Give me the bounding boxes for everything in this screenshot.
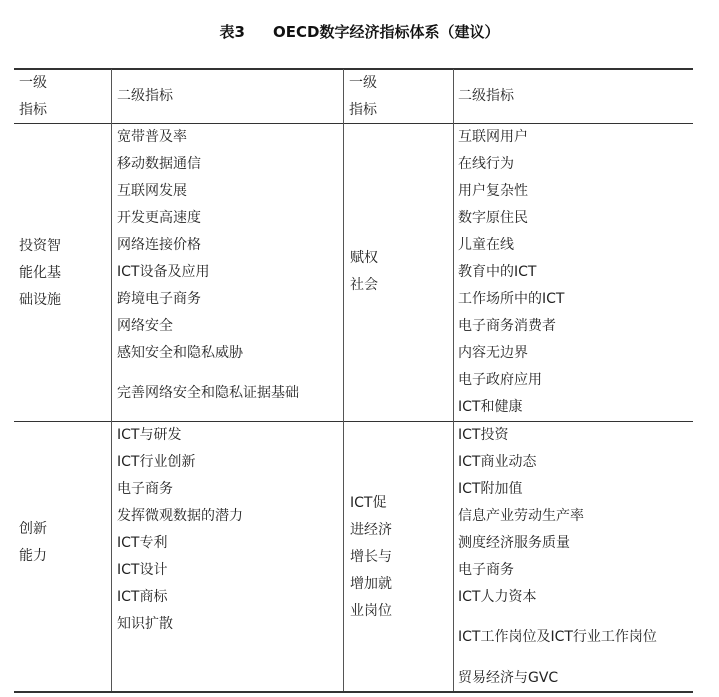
column-divider-3: [453, 69, 454, 691]
table-number: 表3: [219, 23, 245, 41]
list-item: ICT行业创新: [117, 454, 196, 470]
category-line: 社会: [350, 277, 378, 293]
header-level1-right: [349, 70, 377, 124]
column-divider-1: [111, 69, 112, 691]
list-item: ICT商业动态: [458, 454, 537, 470]
header-level2-left: [117, 83, 173, 110]
category-line: 业岗位: [350, 603, 392, 619]
list-item: ICT与研发: [117, 427, 182, 443]
list-item: 电子政府应用: [458, 372, 542, 388]
header-text: 二级指标: [117, 88, 173, 104]
column-divider-2: [343, 69, 344, 691]
list-item: 跨境电子商务: [117, 291, 201, 307]
category-line: 础设施: [19, 292, 61, 308]
list-item: 电子商务消费者: [458, 318, 556, 334]
row2-left-category: [19, 516, 47, 570]
list-item: 内容无边界: [458, 345, 528, 361]
table-title-text: OECD数字经济指标体系（建议）: [272, 23, 500, 41]
row1-left-items: [117, 124, 299, 407]
list-item: 数字原住民: [458, 210, 528, 226]
category-line: 增长与: [350, 549, 392, 565]
list-item: 用户复杂性: [458, 183, 528, 199]
row1-left-category: [19, 233, 61, 314]
list-item: ICT专利: [117, 535, 168, 551]
list-item: 信息产业劳动生产率: [458, 508, 584, 524]
list-item: 完善网络安全和隐私证据基础: [117, 385, 299, 401]
list-item: 感知安全和隐私威胁: [117, 345, 243, 361]
category-line: 能化基: [19, 265, 61, 281]
row2-right-items: [458, 422, 657, 692]
list-item: 开发更高速度: [117, 210, 201, 226]
row2-left-items: [117, 422, 243, 638]
list-item: 测度经济服务质量: [458, 535, 570, 551]
category-line: 增加就: [350, 576, 392, 592]
list-item: 教育中的ICT: [458, 264, 537, 280]
list-item: 互联网发展: [117, 183, 187, 199]
category-line: ICT促: [350, 495, 387, 511]
row2-right-category: [350, 490, 392, 625]
list-item: ICT设备及应用: [117, 264, 210, 280]
list-item: 电子商务: [458, 562, 514, 578]
header-text: 一级: [19, 75, 47, 91]
list-item: 电子商务: [117, 481, 173, 497]
list-item: 在线行为: [458, 156, 514, 172]
list-item: ICT工作岗位及ICT行业工作岗位: [458, 629, 657, 645]
list-item: ICT商标: [117, 589, 168, 605]
header-level2-right: [458, 83, 514, 110]
list-item: 宽带普及率: [117, 129, 187, 145]
list-item: 知识扩散: [117, 616, 173, 632]
list-item: 互联网用户: [458, 129, 528, 145]
list-item: ICT投资: [458, 427, 509, 443]
category-line: 进经济: [350, 522, 392, 538]
header-text: 指标: [19, 102, 47, 118]
list-item: ICT附加值: [458, 481, 523, 497]
table-title: [0, 21, 719, 42]
category-line: 投资智: [19, 238, 61, 254]
category-line: 能力: [19, 548, 47, 564]
list-item: 网络安全: [117, 318, 173, 334]
header-text: 一级: [349, 75, 377, 91]
list-item: 儿童在线: [458, 237, 514, 253]
category-line: 赋权: [350, 250, 378, 266]
header-text: 二级指标: [458, 88, 514, 104]
row1-right-items: [458, 124, 564, 421]
list-item: 发挥微观数据的潜力: [117, 508, 243, 524]
list-item: 工作场所中的ICT: [458, 291, 565, 307]
list-item: ICT人力资本: [458, 589, 537, 605]
header-level1-left: [19, 70, 47, 124]
list-item: ICT设计: [117, 562, 168, 578]
row1-right-category: [350, 245, 378, 299]
list-item: 网络连接价格: [117, 237, 201, 253]
category-line: 创新: [19, 521, 47, 537]
list-item: ICT和健康: [458, 399, 523, 415]
list-item: 贸易经济与GVC: [458, 670, 559, 686]
list-item: 移动数据通信: [117, 156, 201, 172]
header-text: 指标: [349, 102, 377, 118]
